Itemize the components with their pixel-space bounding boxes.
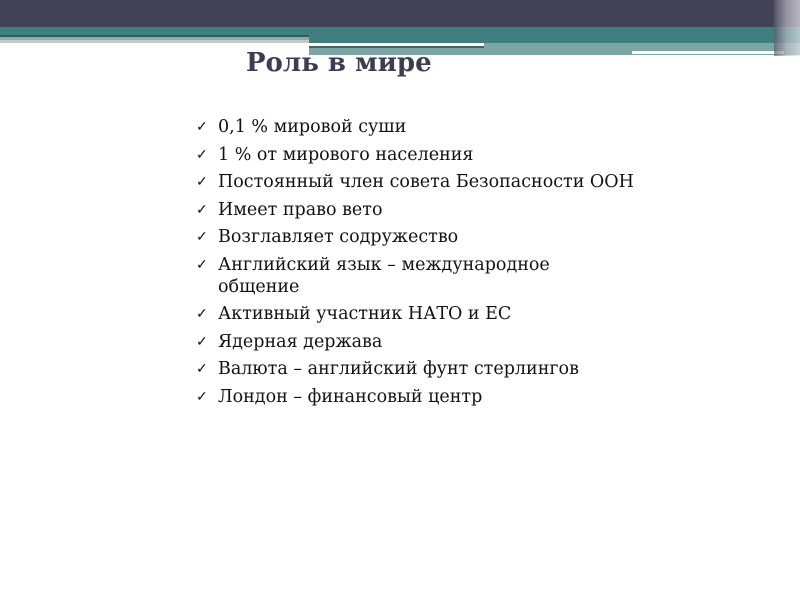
header-band: [0, 0, 800, 27]
header-line: [0, 40, 309, 43]
slide-title: Роль в мире: [246, 48, 432, 78]
checkmark-icon: ✓: [196, 306, 208, 322]
header-accent: [0, 27, 800, 35]
bullet-item: [196, 226, 636, 248]
checkmark-icon: ✓: [196, 333, 208, 350]
header-edge: [774, 0, 800, 56]
bullet-text: Возглавляет содружество: [218, 227, 459, 247]
bullet-text: 0,1 % мировой суши: [218, 117, 407, 137]
bullet-text: Имеет право вето: [218, 199, 383, 220]
bullet-text: Лондон – финансовый центр: [218, 386, 483, 407]
bullet-item: [196, 144, 636, 166]
checkmark-icon: ✓: [196, 119, 208, 135]
bullet-text: Ядерная держава: [218, 331, 383, 352]
bullet-text: 1 % от мирового населения: [218, 144, 474, 165]
bullet-text: Английский язык – международное общение: [218, 254, 550, 297]
checkmark-icon: ✓: [196, 361, 208, 377]
bullet-item: [196, 358, 636, 380]
bullet-item: [196, 386, 636, 408]
checkmark-icon: ✓: [196, 229, 208, 245]
checkmark-icon: ✓: [196, 201, 208, 218]
bullet-text: Активный участник НАТО и ЕС: [218, 304, 512, 324]
checkmark-icon: ✓: [196, 146, 208, 163]
bullet-item: [196, 303, 636, 325]
checkmark-icon: ✓: [196, 388, 208, 405]
checkmark-icon: ✓: [196, 174, 208, 190]
bullet-item: [196, 254, 636, 298]
bullet-item: [196, 116, 636, 138]
checkmark-icon: ✓: [196, 256, 208, 273]
bullet-text: Постоянный член совета Безопасности ООН: [218, 172, 634, 192]
bullet-item: [196, 331, 636, 353]
header-white-line: [632, 51, 784, 54]
bullet-item: [196, 199, 636, 221]
bullet-text: Валюта – английский фунт стерлингов: [218, 359, 579, 379]
bullet-list: [196, 116, 636, 413]
header-accent-right-top: [309, 35, 800, 43]
bullet-item: [196, 171, 636, 193]
